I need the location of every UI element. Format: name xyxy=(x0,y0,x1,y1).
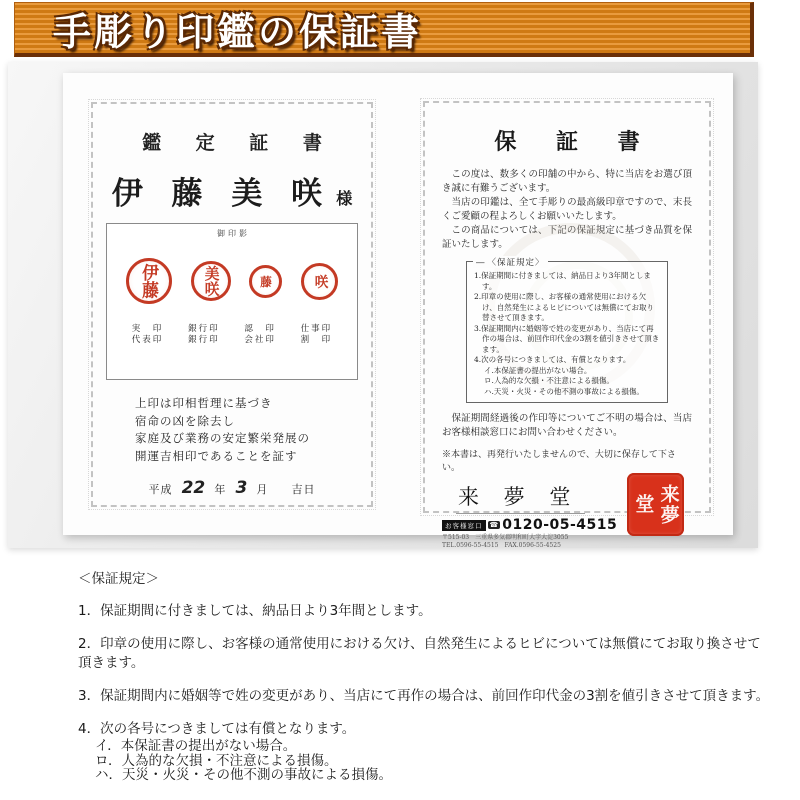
seal-glyph: 藤 xyxy=(259,274,273,288)
terms-sub-item: ロ．人為的な欠損・不注意による損傷。 xyxy=(95,752,338,769)
page-title: 手彫り印鑑の保証書 xyxy=(53,9,423,54)
terms-item: 3．保証期間内に婚姻等で姓の変更があり、当店にて再作の場合は、前回作印代金の3割を値引きさせて頂きます。 xyxy=(78,688,770,704)
seal-labels xyxy=(107,324,357,346)
warranty-terms-box: ― 〈保証規定〉 1.保証期間に付きましては、納品日より3年間とします。 2.印章の使用に際し、お客様の通常使用における欠け、自然発生によるヒビについては無償にてお取り替させて頂きます。 3.保証期間内に婚姻等で姓の変更があり、当店にて再作の場合は、前回作印代金の3割を値引きさせて頂きます。 4.次の各号につきましては、有償となります。 イ.本保証書の提出がない場合。 ロ.人為的な欠損・不注意による損傷。 ハ.天災・火災・その他不測の事故による損傷。 xyxy=(466,261,668,403)
certificate-date: 平成 22 年 3 月 吉日 xyxy=(148,478,316,498)
seal-impression-icon xyxy=(301,263,338,300)
customer-name: 伊 藤 美 咲 xyxy=(111,176,332,212)
seal-label: 認 印 会社印 xyxy=(244,324,276,345)
seal-glyph: 美咲 xyxy=(202,265,219,297)
store-address: 〒515-03 三重県多気郡明和町大字大淀3055 TEL.0596-55-4515 FAX.0596-55-4525 xyxy=(442,534,569,549)
warranty-intro: この度は、数多くの印舗の中から、特に当店をお選び頂き誠に有難うございます。 当店の印鑑は、全て手彫りの最高級印章ですので、末長くご愛顧の程よろしくお願いいたします。 この商品については、下記の保証規定に基づき品質を保証いたします。 xyxy=(442,169,692,250)
imprint-box-label: 御印影 xyxy=(217,229,250,238)
terms-heading: ＜保証規定＞ xyxy=(78,571,159,587)
freedial-icon: ☎ xyxy=(489,521,499,529)
seal-label: 実 印 代表印 xyxy=(131,324,164,345)
warranty-outro: 保証期間経過後の作印等についてご不明の場合は、当店お客様相談窓口にお問い合わせください。 xyxy=(442,413,692,438)
seal-imprints xyxy=(107,247,357,315)
warranty-title: 保 証 書 xyxy=(494,129,656,155)
warranty-certificate xyxy=(423,101,711,549)
seal-glyph: 伊藤 xyxy=(139,263,160,299)
seal-glyph: 咲 xyxy=(311,273,328,289)
stamp-glyph: 来夢 xyxy=(657,483,680,526)
terms-section xyxy=(78,570,770,783)
certificate-sheet xyxy=(63,73,733,549)
terms-sub-item: ハ．天災・火災・その他不測の事故による損傷。 xyxy=(95,767,392,783)
seal-impression-icon xyxy=(249,265,282,298)
store-stamp-icon xyxy=(627,473,684,536)
store-block xyxy=(442,481,692,559)
seal-impression-icon xyxy=(126,258,172,304)
seal-impression-icon xyxy=(191,261,231,301)
terms-item: 1．保証期間に付きましては、納品日より3年間とします。 xyxy=(78,603,432,619)
seal-label: 仕事印 割 印 xyxy=(300,324,333,345)
terms-box-label: ― 〈保証規定〉 xyxy=(473,256,548,268)
store-name: 来 夢 堂 xyxy=(456,481,585,514)
warranty-note: ※本書は、再発行いたしませんので、大切に保存して下さい。 xyxy=(442,450,676,473)
certificates-photo xyxy=(8,62,758,548)
terms-item: 4．次の各号につきましては有償となります。 xyxy=(78,721,356,737)
store-phone: 0120-05-4515 xyxy=(502,517,618,533)
appraisal-verse: 上印は印相哲理に基づき 宿命の凶を除去し 家庭及び業務の安定繁栄発展の 開運吉相印であることを証す xyxy=(135,396,310,463)
stamp-glyph: 堂 xyxy=(632,494,655,515)
appraisal-certificate xyxy=(91,102,373,507)
seal-label: 銀行印 銀行印 xyxy=(188,324,220,345)
customer-name-row xyxy=(93,168,371,213)
page-banner xyxy=(14,2,754,57)
contact-badge: お客様窓口 xyxy=(442,520,486,531)
honorific: 様 xyxy=(336,189,353,208)
appraisal-title: 鑑 定 証 書 xyxy=(142,132,336,154)
terms-item: 2．印章の使用に際し、お客様の通常使用における欠け、自然発生によるヒビについては無償にてお取り換させて頂きます。 xyxy=(78,636,761,671)
seal-imprint-box xyxy=(106,223,358,380)
terms-sub-item: イ．本保証書の提出がない場合。 xyxy=(95,738,297,754)
